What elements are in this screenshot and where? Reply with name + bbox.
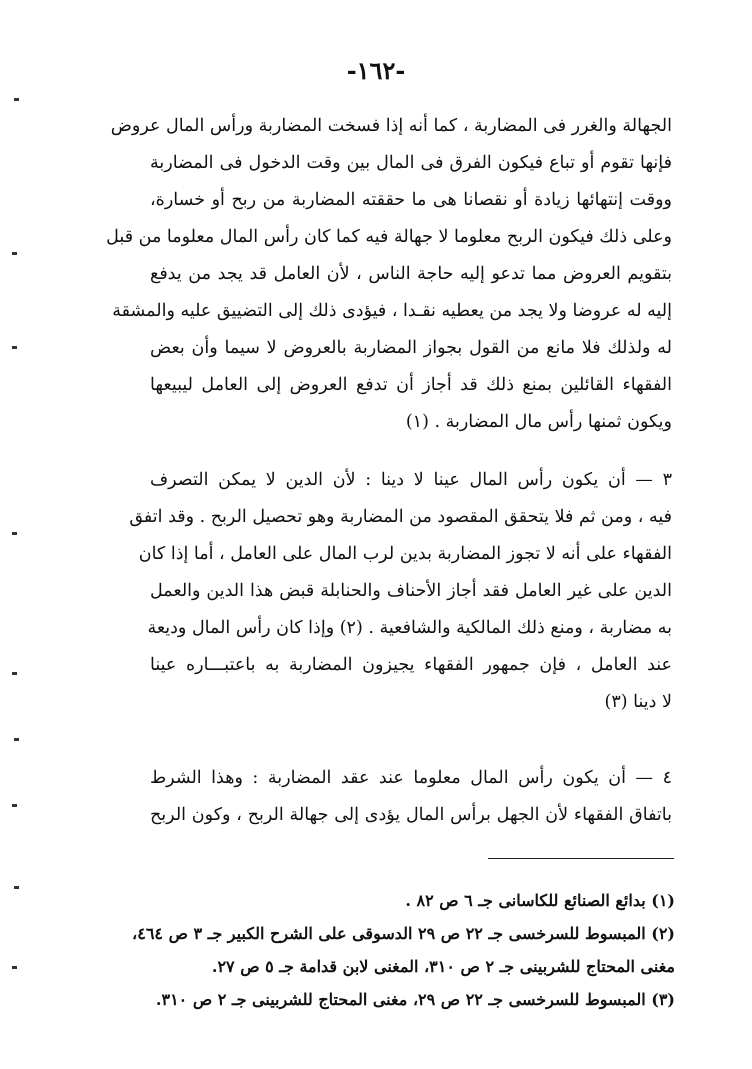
scan-mark [12,346,17,349]
scan-mark [12,672,17,675]
footnote-3: (٣) المبسوط للسرخسى جـ ٢٢ ص ٢٩، مغنى المحتاج للشربينى جـ ٢ ص ٣١٠. [155,990,675,1009]
scan-mark [14,886,19,889]
footnote-separator [488,858,674,859]
footnote-2-continued: مغنى المحتاج للشربينى جـ ٢ ص ٣١٠، المغنى لابن قدامة جـ ٥ ص ٢٧. [211,957,675,976]
paragraph-2 [129,462,672,721]
scan-mark [14,98,19,101]
text-line: وعلى ذلك فيكون الربح معلوما لا جهالة فيه كما كان رأس المال معلوما من قبل [106,227,672,247]
text-line: ٣ — أن يكون رأس المال عينا لا دينا : لأن الدين لا يمكن التصرف [150,470,672,490]
scan-mark [12,532,17,535]
footnote-2: (٢) المبسوط للسرخسى جـ ٢٢ ص ٢٩ الدسوقى على الشرح الكبير جـ ٣ ص ٤٦٤، [132,924,675,943]
text-line: ووقت إنتهائها زيادة أو نقصانا هى ما حققته المضاربة من ربح أو خسارة، [150,190,672,210]
text-line: به مضاربة ، ومنع ذلك المالكية والشافعية . (٢) وإذا كان رأس المال وديعة [147,618,672,638]
text-line: إليه له عروضا ولا يجد من يعطيه نقـدا ، فيؤدى ذلك إلى التضييق عليه والمشقة [112,301,672,321]
text-line: باتفاق الفقهاء لأن الجهل برأس المال يؤدى إلى جهالة الربح ، وكون الربح [150,805,672,825]
footnotes [132,884,675,1016]
scan-mark [12,252,17,255]
paragraph-3 [150,760,672,834]
text-line: الدين على غير العامل فقد أجاز الأحناف والحنابلة قبض هذا الدين والعمل [150,581,672,601]
text-line: بتقويم العروض مما تدعو إليه حاجة الناس ، لأن العامل قد يجد من يدفع [150,264,672,284]
scan-mark [12,804,17,807]
text-line: الجهالة والغرر فى المضاربة ، كما أنه إذا فسخت المضاربة ورأس المال عروض [110,116,672,136]
text-line: فإنها تقوم أو تباع فيكون الفرق فى المال بين وقت الدخول فى المضاربة [150,153,672,173]
text-line: ويكون ثمنها رأس مال المضاربة . (١) [405,412,672,432]
scan-mark [12,966,17,969]
scan-mark [14,738,19,741]
text-line: له ولذلك فلا مانع من القول بجواز المضاربة بالعروض لا سيما وأن بعض [150,338,672,358]
text-line: فيه ، ومن ثم فلا يتحقق المقصود من المضاربة وهو تحصيل الربح . وقد اتفق [129,507,672,527]
page-number: -١٦٢- [346,56,406,85]
text-line: الفقهاء القائلين بمنع ذلك قد أجاز أن تدفع العروض إلى العامل ليبيعها [150,375,672,395]
text-line: الفقهاء على أنه لا تجوز المضاربة بدين لرب المال على العامل ، أما إذا كان [138,544,672,564]
paragraph-1 [106,108,672,441]
text-line: ٤ — أن يكون رأس المال معلوما عند عقد المضاربة : وهذا الشرط [150,768,672,788]
footnote-1: (١) بدائع الصنائع للكاسانى جـ ٦ ص ٨٢ . [405,891,675,910]
text-line: لا دينا (٣) [604,692,672,712]
text-line: عند العامل ، فإن جمهور الفقهاء يجيزون المضاربة به باعتبـــاره عينا [150,655,672,675]
